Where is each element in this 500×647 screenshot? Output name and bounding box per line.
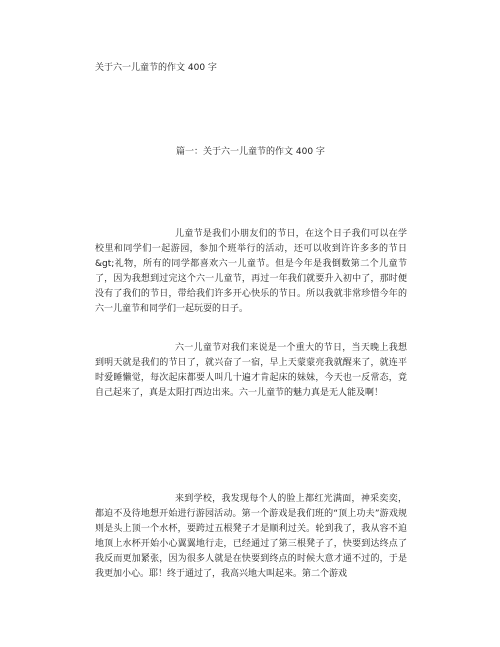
paragraph-2: 六一儿童节对我们来说是一个重大的节日，当天晚上我想到明天就是我们的节日了，就兴奋了一宿，早上天蒙蒙亮我就醒来了，就连平时爱睡懒觉，每次起床都要人叫几十遍才肯起床的妹妹，今天也一反常态，竟自己起来了，真是太阳打西边出来。六一儿童节的魅力真是无人能及啊！ <box>95 343 407 398</box>
paragraph-3: 来到学校，我发现每个人的脸上都红光满面，神采奕奕，都迫不及待地想开始进行游园活动。第一个游戏是我们班的“顶上功夫”游戏规则是头上顶一个水杯，要跨过五根凳子才是顺利过关。轮到我了，我从容不迫地顶上水杯开始小心翼翼地行走，已经通过了第三根凳子了，快要到达终点了我反而更加紧张，因为很多人就是在快要到终点的时候大意才通不过的，于是我更加小心。耶！终于通过了，我高兴地大叫起来。第二个游戏 <box>95 494 407 579</box>
chapter-title: 篇一：关于六一儿童节的作文 400 字 <box>176 147 325 157</box>
document-title: 关于六一儿童节的作文 400 字 <box>95 63 217 73</box>
paragraph-1: 儿童节是我们小朋友们的节日，在这个日子我们可以在学校里和同学们一起游园，参加个班举行的活动，还可以收到许许多多的节日&gt;礼物，所有的同学都喜欢六一儿童节。但是今年是我倒数第二个儿童节了，因为我想到过完这个六一儿童节，再过一年我们就要升入初中了，那时便没有了我们的节日，带给我们许多开心快乐的节日。所以我就非常珍惜今年的六一儿童节和同学们一起玩耍的日子。 <box>95 229 407 314</box>
